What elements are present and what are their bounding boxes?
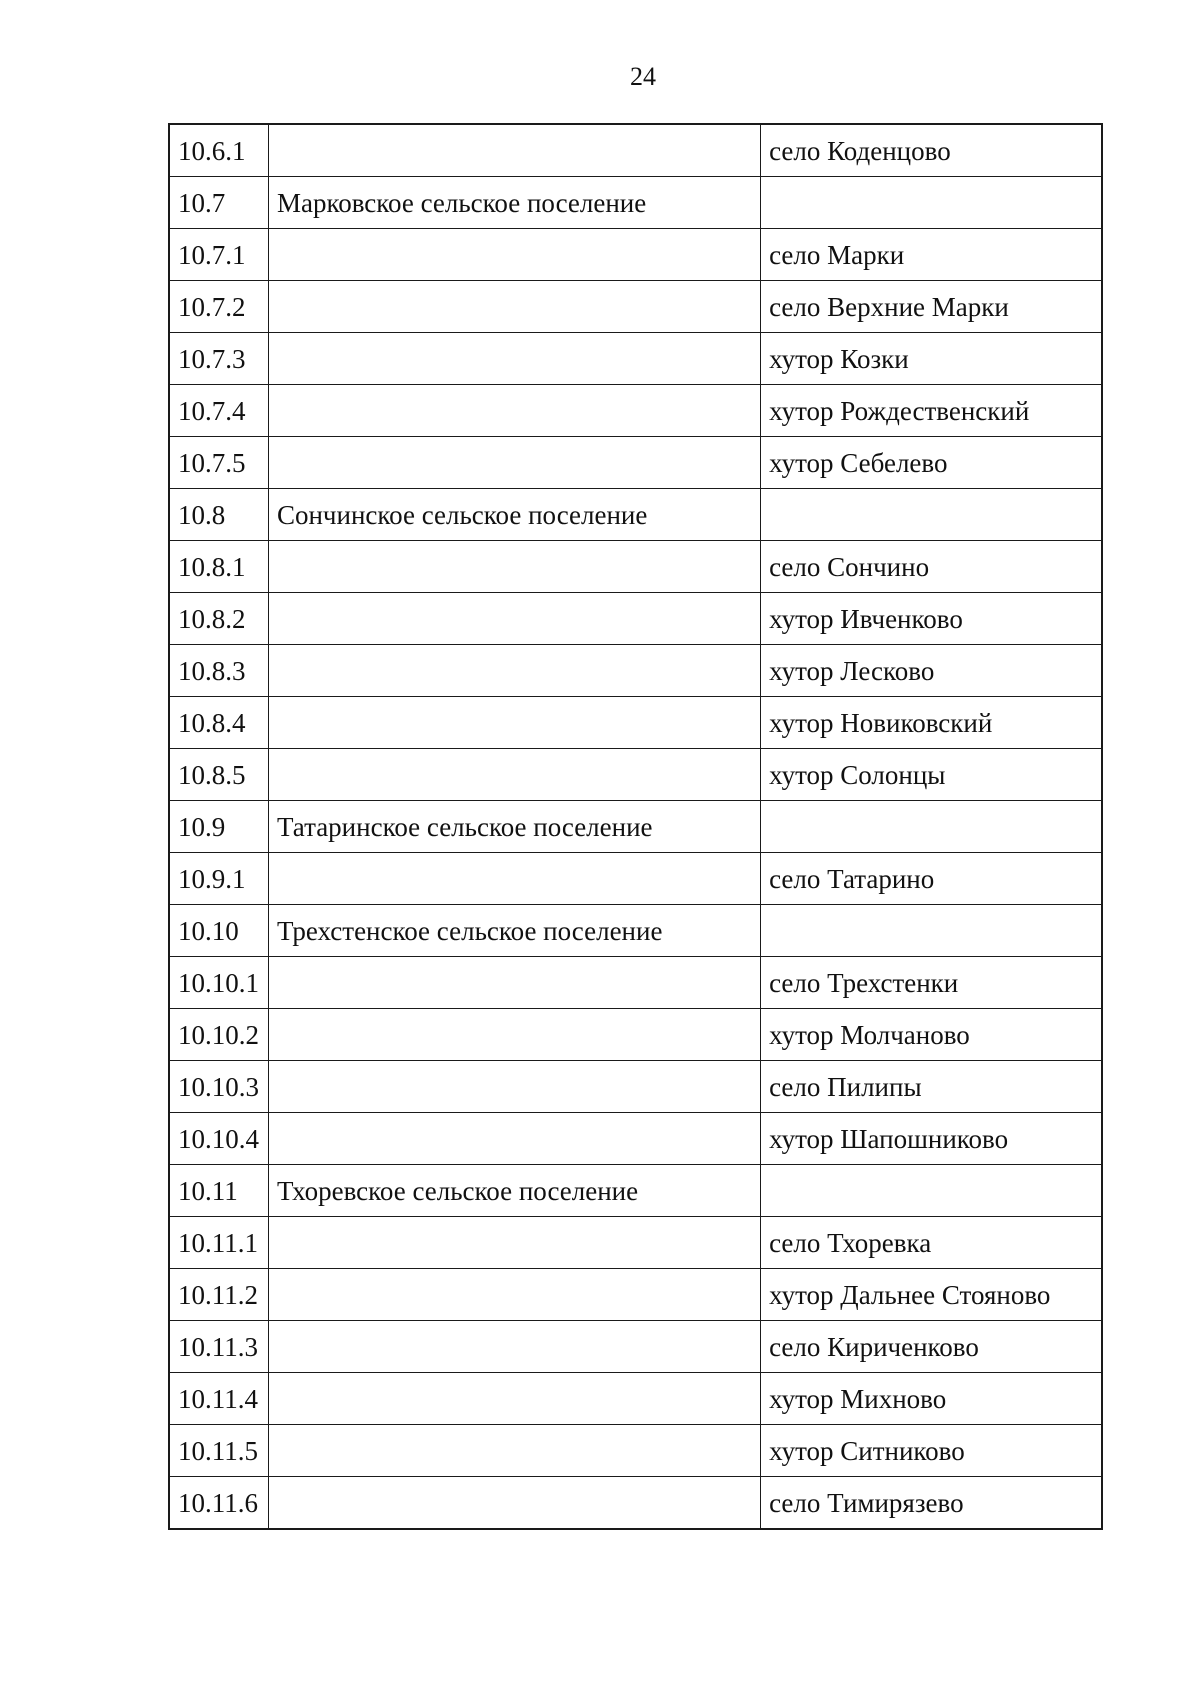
locality-cell: хутор Козки [761, 333, 1102, 385]
settlement-cell [268, 1113, 760, 1165]
row-number-cell: 10.10.2 [169, 1009, 268, 1061]
row-number-cell: 10.10 [169, 905, 268, 957]
row-number-cell: 10.9.1 [169, 853, 268, 905]
table-row [169, 697, 1102, 749]
settlements-table [168, 123, 1103, 1530]
row-number-cell: 10.10.1 [169, 957, 268, 1009]
table-row [169, 853, 1102, 905]
table-row [169, 1269, 1102, 1321]
settlement-cell [268, 1477, 760, 1530]
row-number-cell: 10.6.1 [169, 124, 268, 177]
settlement-cell [268, 385, 760, 437]
table-row [169, 1061, 1102, 1113]
locality-cell: село Коденцово [761, 124, 1102, 177]
table-row [169, 801, 1102, 853]
table-row [169, 281, 1102, 333]
row-number-cell: 10.11.3 [169, 1321, 268, 1373]
row-number-cell: 10.11.2 [169, 1269, 268, 1321]
table-row [169, 957, 1102, 1009]
row-number-cell: 10.10.3 [169, 1061, 268, 1113]
locality-cell: село Верхние Марки [761, 281, 1102, 333]
row-number-cell: 10.8 [169, 489, 268, 541]
locality-cell: село Тимирязево [761, 1477, 1102, 1530]
row-number-cell: 10.8.4 [169, 697, 268, 749]
table-row [169, 1321, 1102, 1373]
table-row [169, 1009, 1102, 1061]
settlement-cell [268, 1373, 760, 1425]
settlement-cell [268, 124, 760, 177]
table-row [169, 124, 1102, 177]
row-number-cell: 10.8.5 [169, 749, 268, 801]
locality-cell: хутор Лесково [761, 645, 1102, 697]
page-number: 24 [630, 62, 656, 91]
table-row [169, 1477, 1102, 1530]
row-number-cell: 10.11.5 [169, 1425, 268, 1477]
table-row [169, 1373, 1102, 1425]
settlement-cell [268, 957, 760, 1009]
settlement-cell [268, 1217, 760, 1269]
settlement-cell [268, 541, 760, 593]
settlement-cell [268, 281, 760, 333]
row-number-cell: 10.8.2 [169, 593, 268, 645]
table-row [169, 1113, 1102, 1165]
settlement-cell: Трехстенское сельское поселение [268, 905, 760, 957]
settlement-cell [268, 1009, 760, 1061]
table-row [169, 385, 1102, 437]
locality-cell: хутор Ивченково [761, 593, 1102, 645]
row-number-cell: 10.11.1 [169, 1217, 268, 1269]
table-row [169, 437, 1102, 489]
locality-cell [761, 489, 1102, 541]
settlement-cell: Тхоревское сельское поселение [268, 1165, 760, 1217]
locality-cell [761, 905, 1102, 957]
table-row [169, 1165, 1102, 1217]
table-row [169, 333, 1102, 385]
locality-cell: село Пилипы [761, 1061, 1102, 1113]
row-number-cell: 10.11 [169, 1165, 268, 1217]
table-row [169, 905, 1102, 957]
locality-cell: село Тхоревка [761, 1217, 1102, 1269]
settlement-cell [268, 749, 760, 801]
locality-cell: село Сончино [761, 541, 1102, 593]
row-number-cell: 10.8.1 [169, 541, 268, 593]
row-number-cell: 10.7 [169, 177, 268, 229]
locality-cell [761, 801, 1102, 853]
locality-cell: село Марки [761, 229, 1102, 281]
locality-cell: село Трехстенки [761, 957, 1102, 1009]
locality-cell: село Кириченково [761, 1321, 1102, 1373]
settlement-cell [268, 1061, 760, 1113]
settlement-cell [268, 1269, 760, 1321]
locality-cell: хутор Молчаново [761, 1009, 1102, 1061]
locality-cell: хутор Шапошниково [761, 1113, 1102, 1165]
table-row [169, 229, 1102, 281]
settlement-cell [268, 333, 760, 385]
row-number-cell: 10.11.4 [169, 1373, 268, 1425]
row-number-cell: 10.8.3 [169, 645, 268, 697]
settlement-cell: Марковское сельское поселение [268, 177, 760, 229]
settlement-cell [268, 853, 760, 905]
settlement-cell: Татаринское сельское поселение [268, 801, 760, 853]
locality-cell: хутор Ситниково [761, 1425, 1102, 1477]
table-row [169, 593, 1102, 645]
table-row [169, 1425, 1102, 1477]
locality-cell: хутор Рождественский [761, 385, 1102, 437]
table-row [169, 1217, 1102, 1269]
table-row [169, 489, 1102, 541]
row-number-cell: 10.7.1 [169, 229, 268, 281]
settlement-cell [268, 593, 760, 645]
row-number-cell: 10.11.6 [169, 1477, 268, 1530]
row-number-cell: 10.7.4 [169, 385, 268, 437]
settlements-table-body [169, 124, 1102, 1529]
row-number-cell: 10.7.2 [169, 281, 268, 333]
row-number-cell: 10.9 [169, 801, 268, 853]
settlement-cell [268, 229, 760, 281]
locality-cell: хутор Михново [761, 1373, 1102, 1425]
settlement-cell [268, 697, 760, 749]
table-row [169, 645, 1102, 697]
locality-cell: хутор Новиковский [761, 697, 1102, 749]
settlement-cell: Сончинское сельское поселение [268, 489, 760, 541]
table-row [169, 749, 1102, 801]
settlement-cell [268, 645, 760, 697]
settlement-cell [268, 1425, 760, 1477]
table-row [169, 541, 1102, 593]
locality-cell: хутор Дальнее Стояново [761, 1269, 1102, 1321]
locality-cell: село Татарино [761, 853, 1102, 905]
locality-cell [761, 177, 1102, 229]
settlement-cell [268, 1321, 760, 1373]
row-number-cell: 10.7.3 [169, 333, 268, 385]
table-row [169, 177, 1102, 229]
locality-cell: хутор Солонцы [761, 749, 1102, 801]
locality-cell [761, 1165, 1102, 1217]
row-number-cell: 10.7.5 [169, 437, 268, 489]
row-number-cell: 10.10.4 [169, 1113, 268, 1165]
settlement-cell [268, 437, 760, 489]
locality-cell: хутор Себелево [761, 437, 1102, 489]
